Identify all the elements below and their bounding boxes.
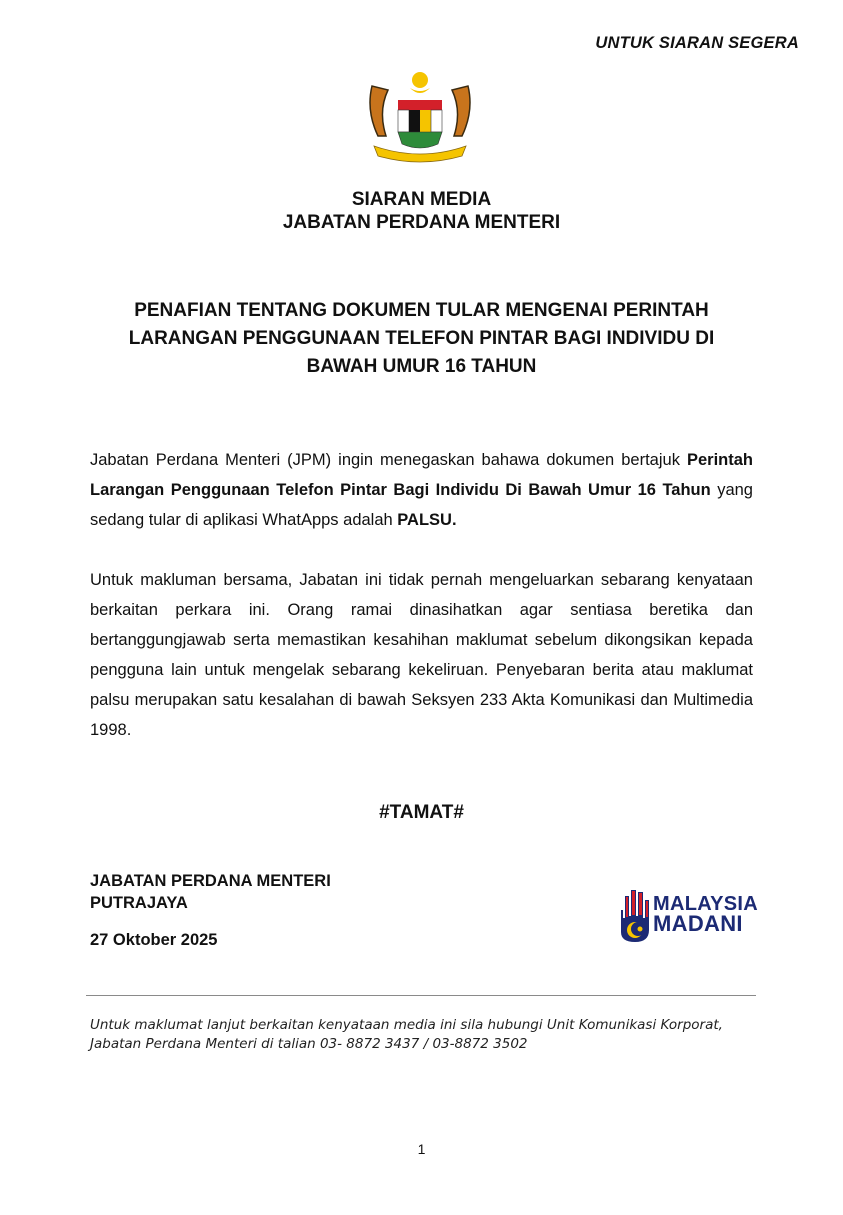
heading-line-1: SIARAN MEDIA: [351, 189, 492, 210]
footer-divider: [86, 995, 756, 996]
footer-line-1: Untuk maklumat lanjut berkaitan kenyataan media ini sila hubungi Unit Komunikasi Korporat,: [90, 1017, 723, 1033]
paragraph-text: yang sedang tular di aplikasi WhatApps adalah: [90, 481, 753, 529]
malaysia-madani-logo: [617, 888, 757, 943]
contact-footer: [90, 1016, 755, 1054]
heading-line-2: JABATAN PERDANA MENTERI: [282, 212, 561, 233]
paragraph-text: Jabatan Perdana Menteri (JPM) ingin menegaskan bahawa dokumen bertajuk: [90, 451, 687, 469]
body-paragraph-1: [90, 445, 753, 535]
document-title-bold: Perintah Larangan Penggunaan Telefon Pintar Bagi Individu Di Bawah Umur 16 Tahun: [90, 451, 753, 499]
release-tag: UNTUK SIARAN SEGERA: [595, 34, 799, 52]
madani-hand-icon: [617, 888, 653, 943]
signature-block: [90, 870, 331, 914]
logo-line-1: MALAYSIA: [653, 893, 759, 915]
footer-line-2: Jabatan Perdana Menteri di talian 03- 8872 3437 / 03-8872 3502: [90, 1036, 528, 1052]
end-marker: #TAMAT#: [379, 802, 464, 823]
title-line-2: LARANGAN PENGGUNAAN TELEFON PINTAR BAGI INDIVIDU DI: [128, 328, 715, 349]
media-release-heading: [0, 188, 843, 234]
fake-label-bold: PALSU.: [397, 511, 457, 529]
malaysia-coat-of-arms-icon: [364, 66, 476, 166]
signature-place: PUTRAJAYA: [90, 894, 188, 912]
release-date: 27 Oktober 2025: [90, 931, 218, 949]
release-title: [90, 297, 753, 381]
title-line-3: BAWAH UMUR 16 TAHUN: [306, 356, 537, 377]
body-paragraph-2: Untuk makluman bersama, Jabatan ini tidak pernah mengeluarkan sebarang kenyataan berkaitan perkara ini. Orang ramai dinasihatkan agar sentiasa beretika dan bertanggungjawab serta memastikan kesahihan maklumat sebelum dikongsikan kepada pengguna lain untuk mengelak sebarang kekeliruan. Penyebaran berita atau maklumat palsu merupakan satu kesalahan di bawah Seksyen 233 Akta Komunikasi dan Multimedia 1998.: [90, 571, 753, 739]
title-line-1: PENAFIAN TENTANG DOKUMEN TULAR MENGENAI PERINTAH: [134, 300, 709, 321]
page-number: 1: [417, 1141, 426, 1157]
logo-line-2: MADANI: [653, 911, 743, 936]
signature-org: JABATAN PERDANA MENTERI: [90, 872, 331, 890]
